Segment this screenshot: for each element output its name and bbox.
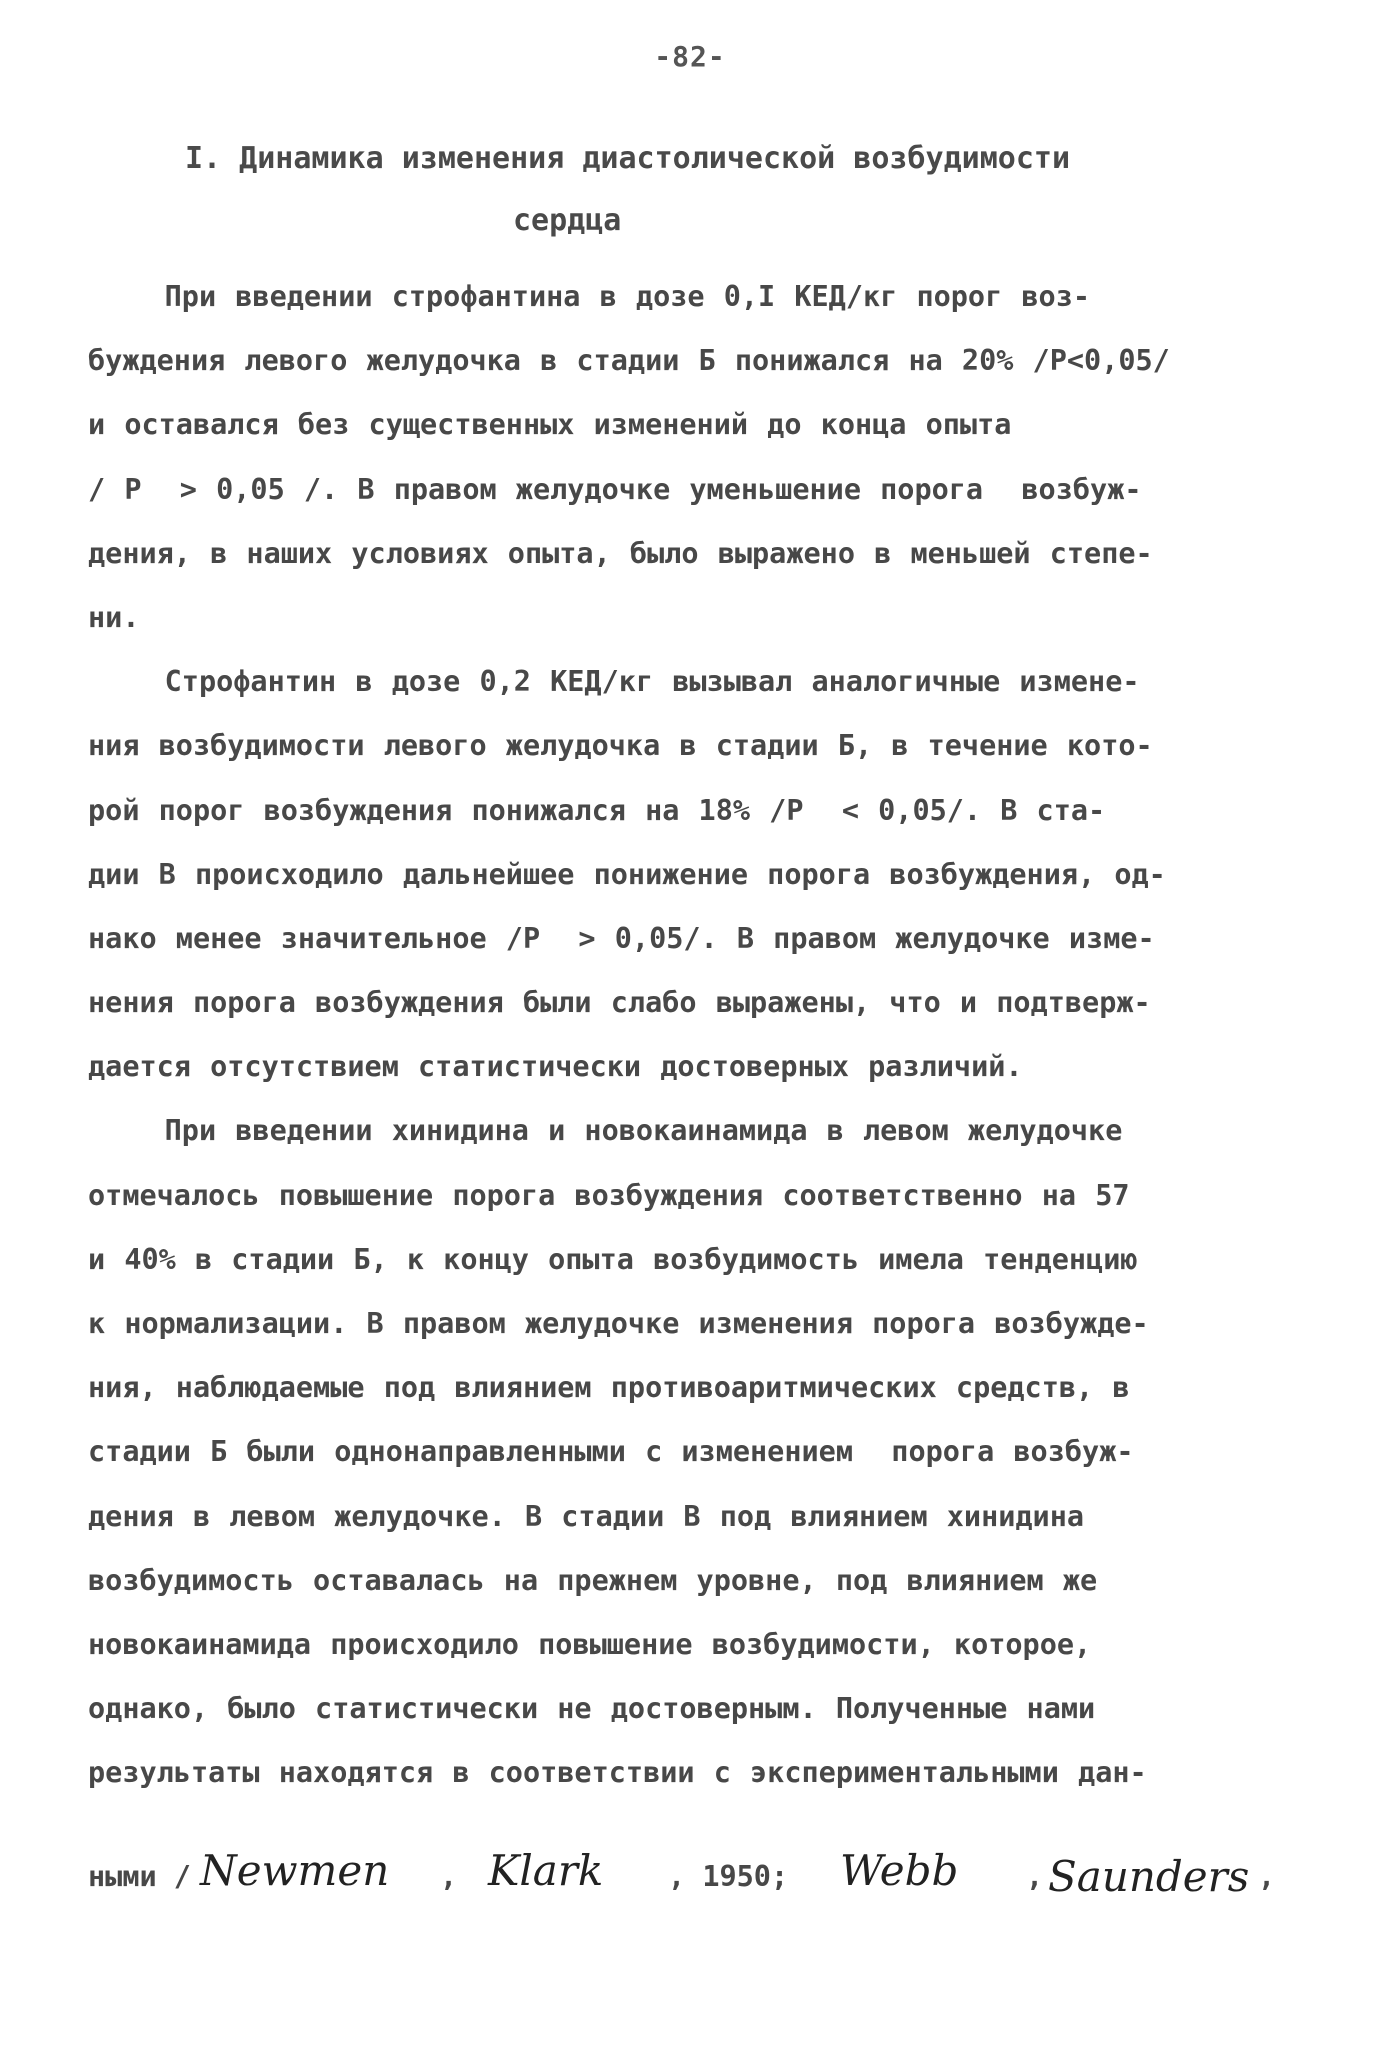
text-line: новокаинамида происходило повышение возбудимости, которое,: [88, 1627, 1092, 1661]
citation-year: , 1950;: [668, 1860, 789, 1893]
handwritten-name-newmen: Newmen: [200, 1846, 390, 1895]
text-line: ни.: [88, 600, 140, 634]
text-line: и оставался без существенных изменений до конца опыта: [88, 408, 1012, 442]
citation-separator: ,: [1026, 1860, 1044, 1893]
text-line: нако менее значительное /Р > 0,05/. В правом желудочке изме-: [88, 921, 1155, 955]
text-line: буждения левого желудочка в стадии Б понижался на 20% /Р<0,05/: [88, 344, 1170, 378]
page-number: -82-: [654, 40, 726, 73]
text-line: ния возбудимости левого желудочка в стадии Б, в течение кото-: [88, 729, 1153, 763]
citation-line: [88, 1838, 1318, 1918]
body-text: [88, 265, 1308, 1806]
text-line: дается отсутствием статистически достоверных различий.: [88, 1050, 1023, 1084]
heading-line-2: сердца: [513, 203, 622, 238]
citation-prefix: ными /: [88, 1860, 191, 1893]
text-line: дии В происходило дальнейшее понижение порога возбуждения, од-: [88, 857, 1166, 891]
text-line: рой порог возбуждения понижался на 18% /Р < 0,05/. В ста-: [88, 793, 1106, 827]
text-line: стадии Б были однонаправленными с изменением порога возбуж-: [88, 1435, 1134, 1469]
text-line: возбудимость оставалась на прежнем уровне, под влиянием же: [88, 1563, 1098, 1597]
handwritten-name-webb: Webb: [840, 1846, 959, 1895]
text-line: и 40% в стадии Б, к концу опыта возбудимость имела тенденцию: [88, 1242, 1138, 1276]
text-line: дения в левом желудочке. В стадии В под влиянием хинидина: [88, 1499, 1085, 1533]
handwritten-name-saunders: Saunders: [1048, 1852, 1250, 1901]
handwritten-name-klark: Klark: [488, 1846, 604, 1895]
citation-separator: ,: [440, 1860, 458, 1893]
text-line: При введении строфантина в дозе 0,I КЕД/кг порог воз-: [88, 280, 1091, 313]
text-line: ния, наблюдаемые под влиянием противоаритмических средств, в: [88, 1371, 1130, 1405]
citation-separator: ,: [1258, 1860, 1276, 1893]
section-heading: [185, 128, 1185, 252]
text-line: При введении хинидина и новокаинамида в левом желудочке: [88, 1114, 1123, 1148]
text-line: дения, в наших условиях опыта, было выражено в меньшей степе-: [88, 536, 1153, 570]
heading-line-1: I. Динамика изменения диастолической возбудимости: [185, 141, 1071, 176]
text-line: нения порога возбуждения были слабо выражены, что и подтверж-: [88, 986, 1151, 1020]
text-line: Строфантин в дозе 0,2 КЕД/кг вызывал аналогичные измене-: [88, 665, 1140, 699]
text-line: / Р > 0,05 /. В правом желудочке уменьшение порога возбуж-: [88, 472, 1142, 506]
text-line: к нормализации. В правом желудочке изменения порога возбужде-: [88, 1307, 1149, 1340]
text-line: отмечалось повышение порога возбуждения соответственно на 57: [88, 1178, 1130, 1212]
text-line: результаты находятся в соответствии с экспериментальными дан-: [88, 1756, 1147, 1790]
text-line: однако, было статистически не достоверным. Полученные нами: [88, 1692, 1096, 1726]
